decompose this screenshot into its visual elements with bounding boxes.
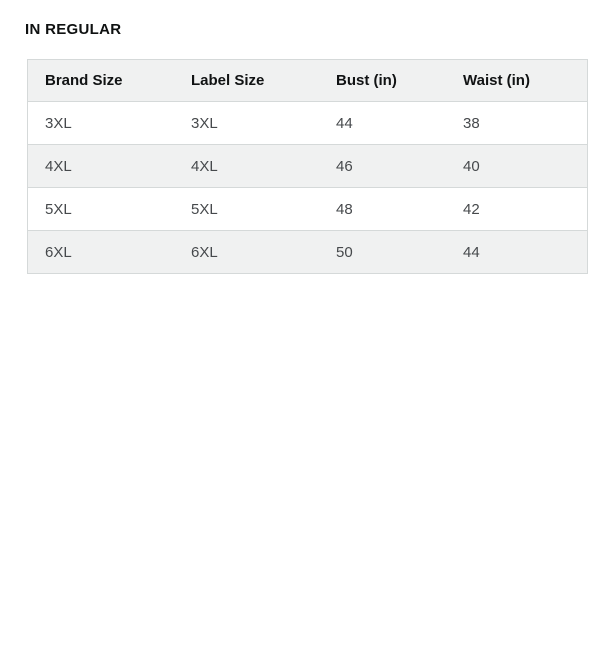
column-header: Brand Size — [28, 60, 175, 102]
table-row — [28, 231, 588, 274]
table-cell: 6XL — [28, 231, 175, 274]
table-cell: 4XL — [28, 145, 175, 188]
size-table-header — [28, 60, 588, 102]
size-table-body — [28, 102, 588, 274]
table-cell: 50 — [319, 231, 446, 274]
table-row — [28, 102, 588, 145]
table-cell: 5XL — [28, 188, 175, 231]
table-cell: 46 — [319, 145, 446, 188]
column-header: Waist (in) — [446, 60, 587, 102]
column-header: Label Size — [174, 60, 319, 102]
table-cell: 44 — [319, 102, 446, 145]
table-cell: 5XL — [174, 188, 319, 231]
size-table — [27, 59, 588, 274]
header-row — [28, 60, 588, 102]
table-cell: 38 — [446, 102, 587, 145]
column-header: Bust (in) — [319, 60, 446, 102]
page-title: IN REGULAR — [25, 21, 122, 38]
table-cell: 4XL — [174, 145, 319, 188]
table-row — [28, 145, 588, 188]
table-cell: 6XL — [174, 231, 319, 274]
table-cell: 40 — [446, 145, 587, 188]
table-cell: 44 — [446, 231, 587, 274]
table-row — [28, 188, 588, 231]
table-cell: 42 — [446, 188, 587, 231]
table-cell: 3XL — [28, 102, 175, 145]
table-cell: 3XL — [174, 102, 319, 145]
table-cell: 48 — [319, 188, 446, 231]
